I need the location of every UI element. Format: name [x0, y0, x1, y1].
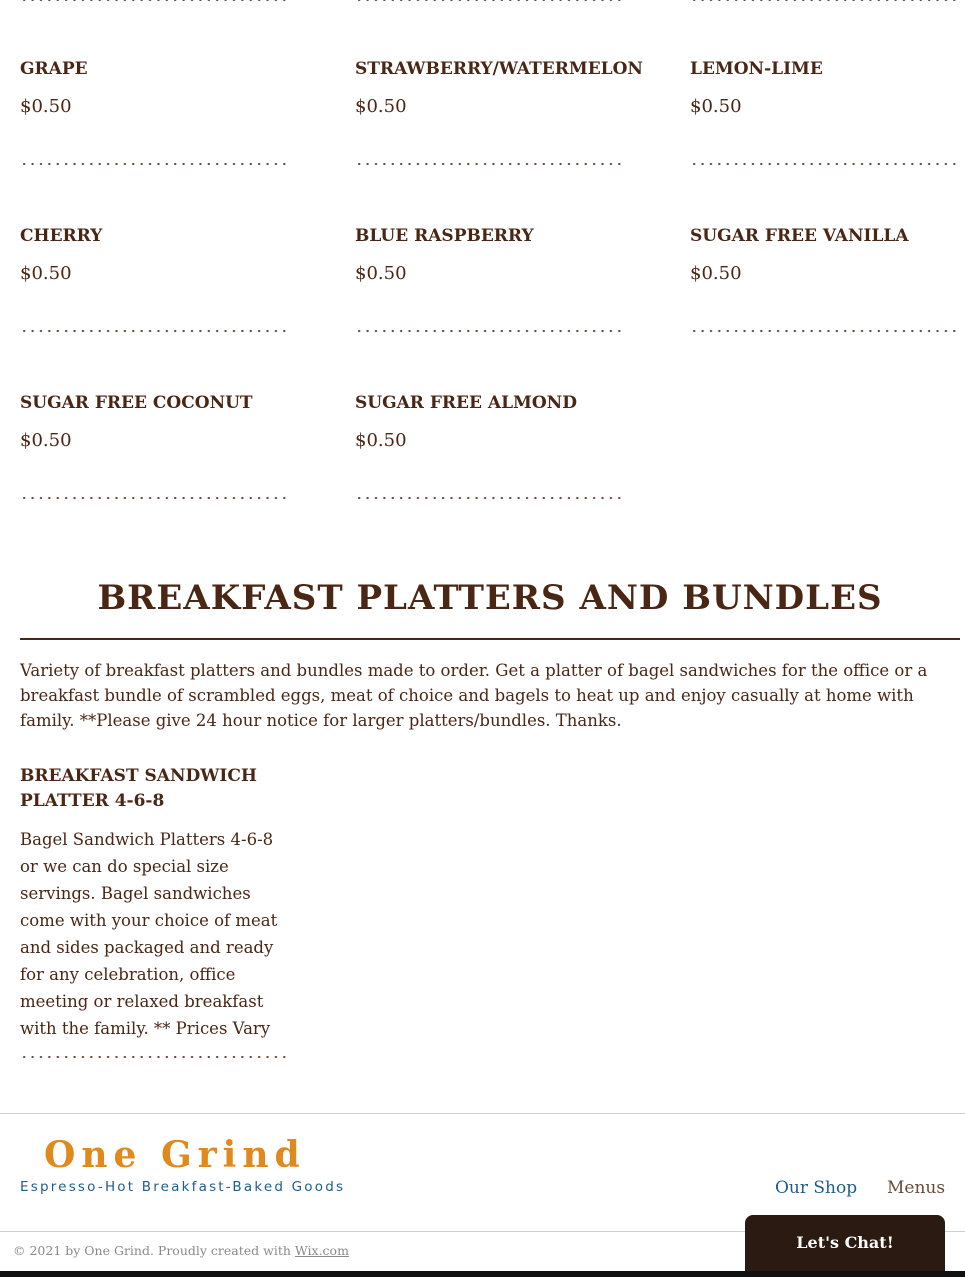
dotted-separator	[355, 495, 625, 501]
menu-item-price: $0.50	[355, 263, 407, 284]
dotted-separator	[355, 0, 625, 3]
menu-item-price: $0.50	[20, 96, 72, 117]
copyright-text	[13, 1243, 349, 1258]
footer-nav-menus[interactable]: Menus	[887, 1178, 946, 1198]
wix-link[interactable]: Wix.com	[294, 1243, 349, 1258]
menu-item-price: $0.50	[355, 96, 407, 117]
dotted-separator	[355, 161, 625, 167]
menu-item-name: SUGAR FREE COCONUT	[20, 393, 253, 413]
chat-button-label: Let's Chat!	[796, 1232, 894, 1252]
chat-button[interactable]	[745, 1215, 945, 1277]
dotted-separator	[355, 328, 625, 334]
menu-item-price: $0.50	[355, 430, 407, 451]
dotted-separator	[20, 495, 290, 501]
dotted-separator	[20, 1054, 290, 1060]
dotted-separator	[690, 328, 960, 334]
menu-item-name: SUGAR FREE ALMOND	[355, 393, 577, 413]
menu-item-price: $0.50	[20, 263, 72, 284]
footer-top-divider	[0, 1113, 965, 1114]
copyright-prefix: © 2021 by One Grind. Proudly created with	[13, 1243, 295, 1258]
dotted-separator	[20, 0, 290, 3]
menu-item-name: SUGAR FREE VANILLA	[690, 226, 909, 246]
menu-item-description: Bagel Sandwich Platters 4-6-8 or we can do special size servings. Bagel sandwiches come with your choice of meat and sides packaged and ready for any celebration, office meeting or relaxed breakfast with the family. ** Prices Vary	[20, 830, 278, 1038]
dotted-separator	[20, 161, 290, 167]
menu-item-name: BREAKFAST SANDWICH PLATTER 4-6-8	[20, 766, 257, 811]
section-title: BREAKFAST PLATTERS AND BUNDLES	[97, 578, 883, 618]
menu-item-name: STRAWBERRY/WATERMELON	[355, 59, 643, 79]
footer-nav-our-shop[interactable]: Our Shop	[775, 1178, 858, 1198]
footer-brand-logo[interactable]: One Grind	[44, 1134, 306, 1176]
dotted-separator	[20, 328, 290, 334]
footer-tagline: Espresso-Hot Breakfast-Baked Goods	[20, 1179, 346, 1195]
dotted-separator	[690, 0, 960, 3]
menu-item-price: $0.50	[690, 263, 742, 284]
section-divider	[20, 638, 960, 640]
menu-item-price: $0.50	[20, 430, 72, 451]
menu-item-price: $0.50	[690, 96, 742, 117]
menu-item-name: GRAPE	[20, 59, 88, 79]
bottom-bar	[0, 1271, 965, 1277]
menu-item-name: BLUE RASPBERRY	[355, 226, 534, 246]
menu-item-name: CHERRY	[20, 226, 103, 246]
menu-item-name: LEMON-LIME	[690, 59, 823, 79]
section-description: Variety of breakfast platters and bundles made to order. Get a platter of bagel sandwiches for the office or a breakfast bundle of scrambled eggs, meat of choice and bagels to heat up and enjoy casually at home with family. **Please give 24 hour notice for larger platters/bundles. Thanks.	[20, 661, 928, 730]
dotted-separator	[690, 161, 960, 167]
